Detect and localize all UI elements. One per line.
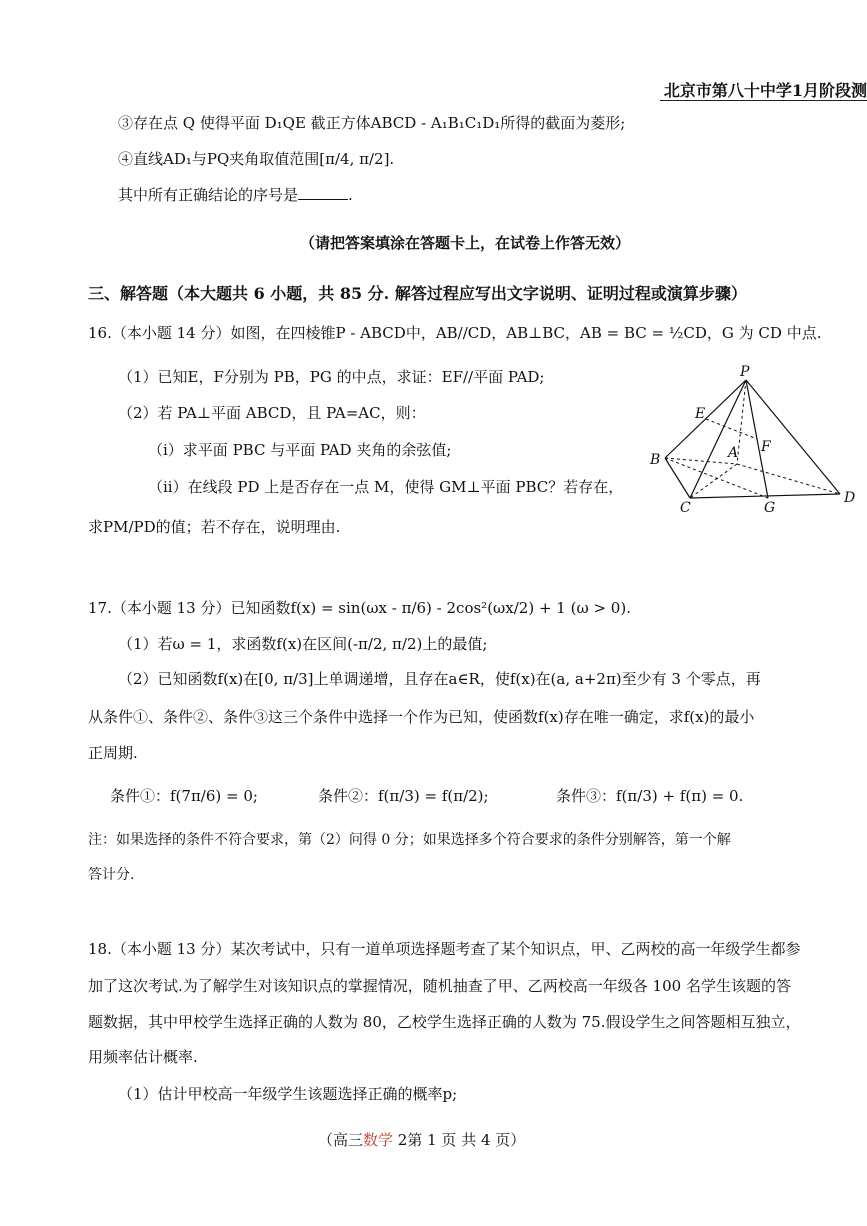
q16-part2-ii: （ii）在线段 PD 上是否存在一点 M，使得 GM⊥平面 PBC？若存在， — [148, 478, 624, 496]
footer-subject: 数学 — [363, 1131, 394, 1149]
prev-item-3: ③存在点 Q 使得平面 D₁QE 截正方体ABCD - A₁B₁C₁D₁所得的截面为菱形; — [118, 114, 626, 132]
q17-condition-1: 条件①：f(7π/6) = 0; — [110, 787, 258, 805]
q17-part2-line3: 正周期. — [88, 744, 138, 762]
q16-part1: （1）已知E，F分别为 PB，PG 的中点，求证：EF//平面 PAD; — [118, 368, 545, 386]
label-G: G — [764, 500, 776, 516]
q17-part1: （1）若ω = 1，求函数f(x)在区间(-π/2, π/2)上的最值; — [118, 635, 488, 653]
q17-note-line1: 注：如果选择的条件不符合要求，第（2）问得 0 分；如果选择多个符合要求的条件分别解答，第一个解 — [88, 832, 731, 848]
prev-prompt-text: 其中所有正确结论的序号是 — [118, 186, 299, 204]
section-3-title: 三、解答题（本大题共 6 小题，共 85 分. 解答过程应写出文字说明、证明过程或演算步骤） — [88, 284, 747, 303]
prev-item-4: ④直线AD₁与PQ夹角取值范围[π/4, π/2]. — [118, 150, 395, 168]
q17-stem: 17.（本小题 13 分）已知函数f(x) = sin(ωx - π/6) - 2cos²(ωx/2) + 1 (ω > 0). — [88, 599, 631, 617]
prev-prompt-end: . — [348, 186, 353, 204]
q18-line4: 用频率估计概率. — [88, 1048, 198, 1066]
q18-part1: （1）估计甲校高一年级学生该题选择正确的概率p; — [118, 1085, 458, 1103]
q18-line1: 18.（本小题 13 分）某次考试中，只有一道单项选择题考查了某个知识点，甲、乙两校的高一年级学生都参 — [88, 940, 801, 958]
page-footer — [318, 1129, 525, 1150]
q17-part2-line1: （2）已知函数f(x)在[0, π/3]上单调递增，且存在a∈R，使f(x)在(a, a+2π)至少有 3 个零点，再 — [118, 670, 761, 688]
prev-prompt — [118, 184, 353, 205]
q17-part2-line2: 从条件①、条件②、条件③这三个条件中选择一个作为已知，使函数f(x)存在唯一确定，求f(x)的最小 — [88, 708, 755, 726]
label-C: C — [680, 500, 691, 516]
answer-notice: （请把答案填涂在答题卡上，在试卷上作答无效） — [300, 234, 631, 252]
q18-line2: 加了这次考试.为了解学生对该知识点的掌握情况，随机抽查了甲、乙两校高一年级各 100 名学生该题的答 — [88, 977, 791, 995]
footer-open: （高三 — [318, 1131, 364, 1149]
q16-stem: 16.（本小题 14 分）如图，在四棱锥P - ABCD中，AB//CD，AB⊥BC，AB = BC = ½CD，G 为 CD 中点. — [88, 324, 822, 342]
label-P: P — [740, 364, 750, 380]
label-D: D — [844, 490, 856, 506]
q18-line3: 题数据，其中甲校学生选择正确的人数为 80，乙校学生选择正确的人数为 75.假设学生之间答题相互独立， — [88, 1013, 801, 1031]
label-F: F — [761, 439, 771, 455]
q17-condition-3: 条件③：f(π/3) + f(π) = 0. — [556, 787, 744, 805]
header-rule — [660, 100, 867, 101]
footer-page-info: 2第 1 页 共 4 页） — [393, 1131, 526, 1149]
label-A: A — [728, 445, 739, 461]
q16-part2-ii-cont: 求PM/PD的值；若不存在，说明理由. — [88, 518, 341, 536]
q16-part2-i: （i）求平面 PBC 与平面 PAD 夹角的余弦值; — [148, 441, 452, 459]
label-E: E — [695, 406, 706, 422]
page-header-title: 北京市第八十中学1月阶段测 — [663, 81, 867, 100]
answer-blank — [298, 185, 348, 200]
q16-part2: （2）若 PA⊥平面 ABCD，且 PA=AC，则： — [118, 404, 426, 422]
label-B: B — [650, 452, 661, 468]
pyramid-figure — [640, 360, 862, 520]
q17-condition-2: 条件②：f(π/3) = f(π/2); — [318, 787, 489, 805]
q17-note-line2: 答计分. — [88, 867, 135, 883]
